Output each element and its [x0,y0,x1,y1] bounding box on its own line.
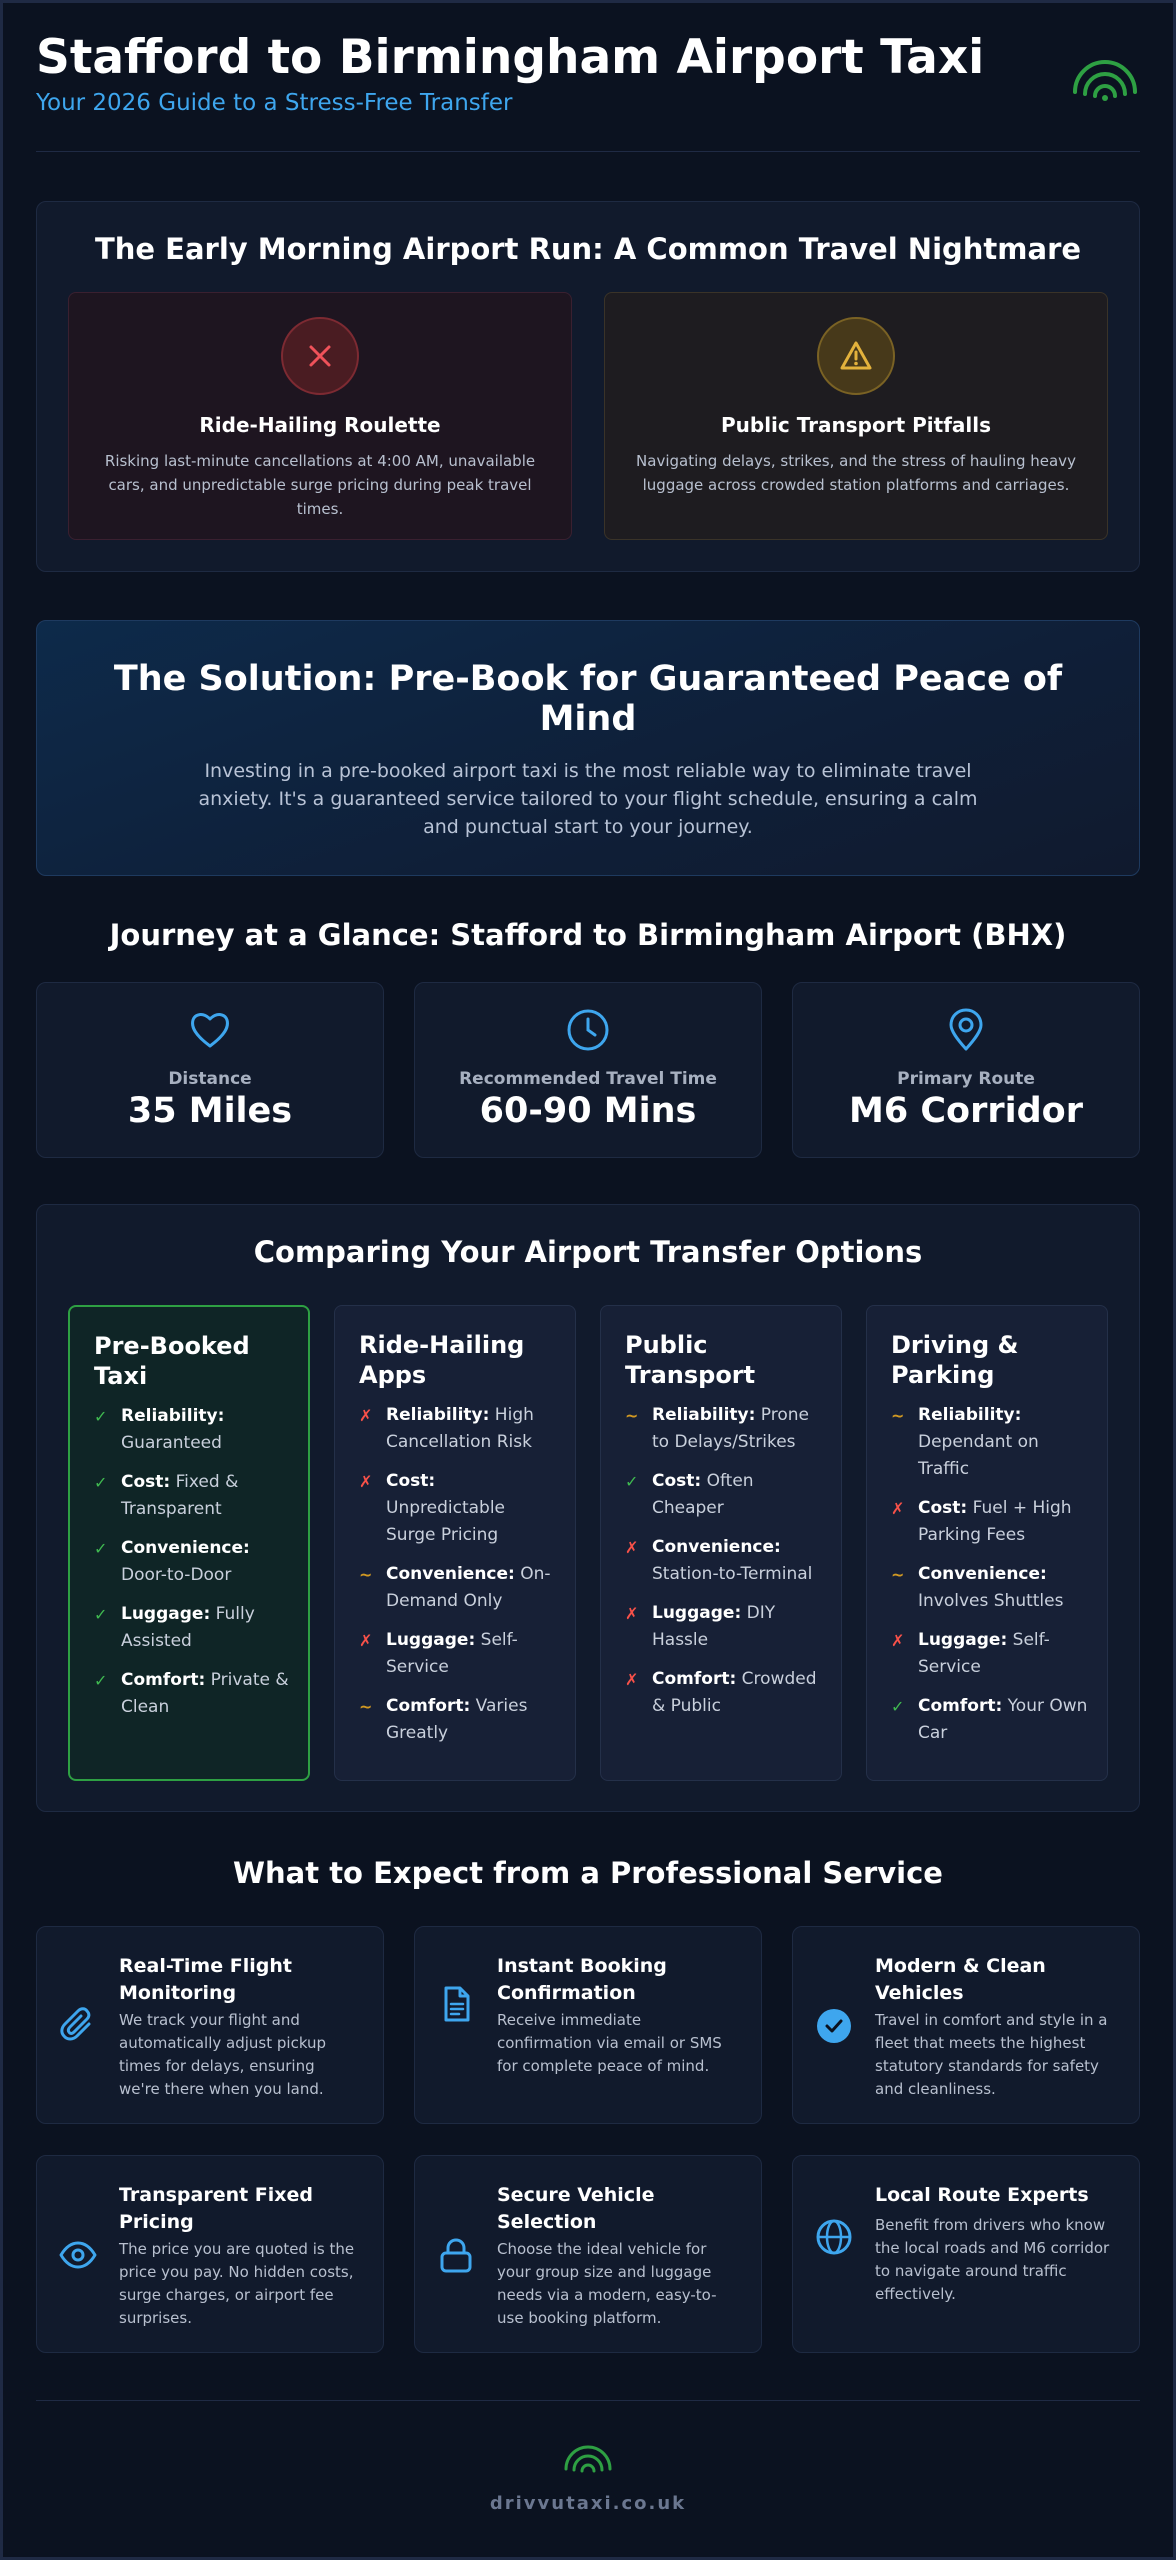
option-row: ✗ Cost: Unpredictable Surge Pricing [359,1468,557,1549]
option-row: ✓ Comfort: Private & Clean [94,1667,290,1721]
check-icon: ✓ [891,1697,905,1716]
option-row: ✗ Comfort: Crowded & Public [625,1666,823,1720]
feature-title: Transparent Fixed Pricing [119,2184,314,2233]
cross-icon: ✗ [359,1631,373,1650]
solution-text: Investing in a pre-booked airport taxi is the most reliable way to eliminate travel anxiety. It's a guaranteed service tailored to your flight schedule, ensuring a calm and punctual start to your journey. [198,760,978,838]
feature-title: Real-Time Flight Monitoring [119,1955,292,2004]
option-title: Public Transport [625,1331,756,1389]
check-icon: ✓ [625,1472,639,1491]
globe-icon [815,2218,853,2256]
check-badge-icon [815,2007,853,2045]
option-row: ~ Convenience: On-Demand Only [359,1561,557,1615]
feature-fixed-pricing [36,2155,384,2353]
tilde-icon: ~ [359,1565,373,1584]
feature-text: Choose the ideal vehicle for your group size and luggage needs via a modern, easy-to-use booking platform. [497,2240,717,2327]
option-row: ✗ Luggage: DIY Hassle [625,1600,823,1654]
cross-icon: ✗ [891,1499,905,1518]
option-list [359,1402,557,1747]
feature-vehicle-selection [414,2155,762,2353]
cross-icon: ✗ [891,1631,905,1650]
solution-banner [36,620,1140,876]
footer-site-link[interactable]: drivvutaxi.co.uk [489,2493,687,2514]
option-row: ✗ Luggage: Self-Service [891,1627,1089,1681]
page-title: Stafford to Birmingham Airport Taxi [36,30,985,85]
stat-label: Distance [168,1069,252,1089]
feature-flight-monitoring [36,1926,384,2124]
problem-text: Risking last-minute cancellations at 4:00 AM, unavailable cars, and unpredictable surge pricing during peak travel times. [104,452,536,518]
feature-title: Secure Vehicle Selection [497,2184,655,2233]
stat-value: 35 Miles [127,1091,293,1131]
page-subtitle: Your 2026 Guide to a Stress-Free Transfer [36,90,513,116]
cross-icon: ✗ [359,1406,373,1425]
comparison-title: Comparing Your Airport Transfer Options [253,1235,923,1269]
feature-modern-vehicles [792,1926,1140,2124]
option-list [94,1403,290,1721]
problem-text: Navigating delays, strikes, and the stress of hauling heavy luggage across crowded station platforms and carriages. [636,452,1076,494]
signal-arc-logo-icon [1070,56,1140,108]
page-header [36,28,1140,152]
problems-title: The Early Morning Airport Run: A Common Travel Nightmare [94,232,1082,266]
feature-text: Travel in comfort and style in a fleet that meets the highest statutory standards for safety and cleanliness. [875,2011,1108,2098]
lock-icon [437,2236,475,2274]
option-row: ✓ Convenience: Door-to-Door [94,1535,290,1589]
option-row: ✓ Comfort: Your Own Car [891,1693,1089,1747]
option-row: ✗ Convenience: Station-to-Terminal [625,1534,823,1588]
glance-title: Journey at a Glance: Stafford to Birmingham Airport (BHX) [109,918,1067,952]
option-list [625,1402,823,1720]
close-icon-badge [281,317,359,395]
close-icon [305,341,335,371]
solution-title: The Solution: Pre-Book for Guaranteed Peace of Mind [113,659,1063,739]
feature-text: The price you are quoted is the price you pay. No hidden costs, surge charges, or airport fee surprises. [119,2240,355,2327]
option-row: ✗ Reliability: High Cancellation Risk [359,1402,557,1456]
check-icon: ✓ [94,1473,108,1492]
feature-booking-confirmation [414,1926,762,2124]
stat-label: Recommended Travel Time [459,1069,717,1089]
feature-text: Receive immediate confirmation via email or SMS for complete peace of mind. [497,2011,722,2075]
feature-title: Instant Booking Confirmation [497,1955,667,2004]
option-row: ~ Reliability: Prone to Delays/Strikes [625,1402,823,1456]
tilde-icon: ~ [359,1697,373,1716]
option-list [891,1402,1089,1747]
option-title: Driving & Parking [891,1331,1019,1389]
cross-icon: ✗ [625,1670,639,1689]
problem-title: Public Transport Pitfalls [720,413,992,437]
option-title: Ride-Hailing Apps [359,1331,525,1389]
option-row: ✓ Luggage: Fully Assisted [94,1601,290,1655]
paperclip-icon [59,2007,97,2045]
problems-card [36,201,1140,572]
warning-icon-badge [817,317,895,395]
check-icon: ✓ [94,1605,108,1624]
clock-icon [565,1007,611,1053]
tilde-icon: ~ [625,1406,639,1425]
option-row: ✗ Luggage: Self-Service [359,1627,557,1681]
option-column-driving-parking [866,1305,1108,1781]
check-icon: ✓ [94,1671,108,1690]
signal-arc-logo-icon [561,2441,615,2475]
option-column-public-transport [600,1305,842,1781]
warning-icon [839,340,873,372]
option-row: ✓ Cost: Often Cheaper [625,1468,823,1522]
document-icon [437,1985,475,2023]
problem-card-ride-hailing [68,292,572,540]
stat-label: Primary Route [897,1069,1035,1089]
stat-value: 60-90 Mins [479,1091,697,1131]
option-column-ride-hailing [334,1305,576,1781]
cross-icon: ✗ [625,1604,639,1623]
stat-distance [36,982,384,1158]
stat-primary-route [792,982,1140,1158]
option-title: Pre-Booked Taxi [94,1332,250,1390]
feature-text: Benefit from drivers who know the local roads and M6 corridor to navigate around traffic effectively. [875,2216,1110,2303]
tilde-icon: ~ [891,1406,905,1425]
option-row: ~ Comfort: Varies Greatly [359,1693,557,1747]
cross-icon: ✗ [359,1472,373,1491]
page-footer [36,2400,1140,2514]
option-row: ✓ Cost: Fixed & Transparent [94,1469,290,1523]
problem-title: Ride-Hailing Roulette [199,413,441,437]
feature-title: Local Route Experts [875,2184,1089,2206]
feature-title: Modern & Clean Vehicles [875,1955,1046,2004]
option-row: ~ Convenience: Involves Shuttles [891,1561,1089,1615]
eye-icon [59,2236,97,2274]
feature-local-experts [792,2155,1140,2353]
problem-card-public-transport [604,292,1108,540]
stat-travel-time [414,982,762,1158]
features-title: What to Expect from a Professional Service [233,1856,943,1890]
tilde-icon: ~ [891,1565,905,1584]
heart-icon [187,1007,233,1053]
comparison-card [36,1204,1140,1812]
map-pin-icon [943,1007,989,1053]
cross-icon: ✗ [625,1538,639,1557]
option-row: ✗ Cost: Fuel + High Parking Fees [891,1495,1089,1549]
check-icon: ✓ [94,1407,108,1426]
option-column-pre-booked [68,1305,310,1781]
option-row: ~ Reliability: Dependant on Traffic [891,1402,1089,1483]
option-row: ✓ Reliability: Guaranteed [94,1403,290,1457]
stat-value: M6 Corridor [849,1091,1083,1131]
check-icon: ✓ [94,1539,108,1558]
feature-text: We track your flight and automatically adjust pickup times for delays, ensuring we're there when you land. [119,2011,327,2098]
